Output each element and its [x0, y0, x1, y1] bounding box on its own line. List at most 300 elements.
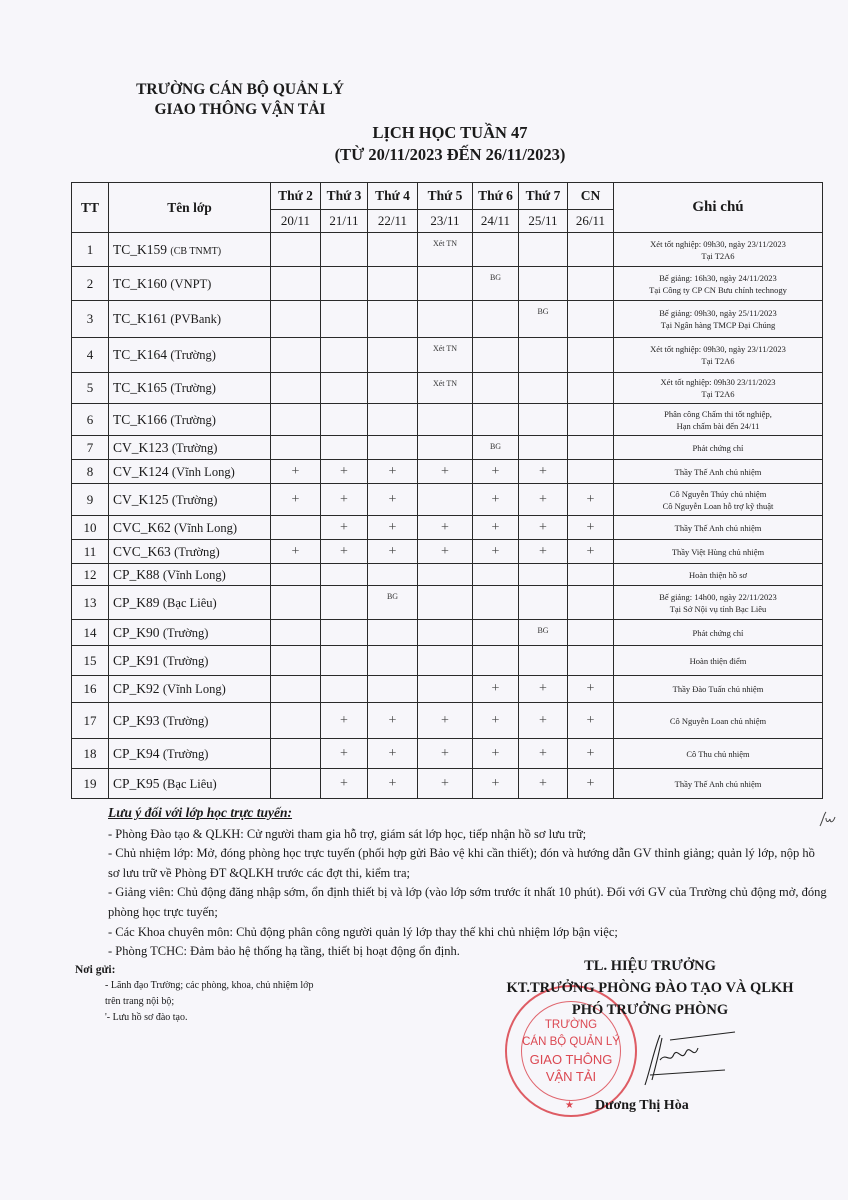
schedule-date-range: (TỪ 20/11/2023 ĐẾN 26/11/2023) — [334, 145, 566, 164]
schedule-cell: + — [473, 703, 519, 739]
class-code: CVC_K63 — [113, 543, 171, 559]
note-line: Cô Nguyễn Loan hỗ trợ kỹ thuật — [662, 500, 774, 511]
class-code: TC_K161 — [113, 311, 167, 326]
schedule-cell — [321, 586, 368, 620]
class-code: CV_K123 — [113, 439, 169, 455]
class-location: (Trường) — [170, 412, 216, 427]
schedule-cell: + — [418, 460, 473, 484]
schedule-cell: + — [519, 484, 568, 516]
class-name — [109, 739, 271, 769]
schedule-cell — [271, 739, 321, 769]
note-line: Thầy Thế Anh chủ nhiệm — [674, 778, 762, 789]
col-header-date: 25/11 — [519, 210, 568, 233]
note-line: Phát chứng chỉ — [692, 442, 744, 453]
col-header-day: CN — [568, 183, 614, 210]
class-name — [109, 703, 271, 739]
schedule-cell: + — [473, 540, 519, 564]
col-header-date: 21/11 — [321, 210, 368, 233]
note-line: Hạn chấm bài đến 24/11 — [676, 420, 760, 431]
schedule-cell: + — [368, 540, 418, 564]
row-note — [614, 620, 823, 646]
class-code: CP_K95 — [113, 775, 160, 791]
row-note — [614, 646, 823, 676]
schedule-cell — [568, 373, 614, 404]
schedule-cell: + — [568, 516, 614, 540]
table-row — [72, 646, 823, 676]
row-number: 17 — [72, 703, 109, 739]
schedule-cell: + — [368, 703, 418, 739]
document-title — [290, 122, 610, 166]
schedule-cell — [271, 338, 321, 373]
class-code: TC_K164 — [113, 347, 167, 362]
schedule-cell — [271, 436, 321, 460]
row-number: 3 — [72, 301, 109, 338]
stamp-text: VẬN TẢI — [545, 1069, 597, 1084]
row-note — [614, 540, 823, 564]
class-code: CP_K94 — [113, 745, 160, 761]
schedule-cell — [568, 338, 614, 373]
row-note — [614, 338, 823, 373]
school-name-line2: GIAO THÔNG VẬN TẢI — [154, 101, 326, 118]
schedule-cell — [321, 676, 368, 703]
table-row — [72, 233, 823, 267]
note-line: Hoàn thiện điểm — [689, 655, 747, 666]
note-line: Tại Sở Nội vụ tỉnh Bạc Liêu — [669, 603, 767, 614]
note-line: Xét tốt nghiệp: 09h30, ngày 23/11/2023 — [650, 344, 786, 354]
class-code: CV_K124 — [113, 463, 169, 479]
row-number: 8 — [72, 460, 109, 484]
schedule-cell — [368, 267, 418, 301]
class-name — [109, 338, 271, 373]
note-line: Hoàn thiện hồ sơ — [688, 569, 748, 580]
stamp-text: CÁN BỘ QUẢN LÝ — [522, 1036, 620, 1048]
class-name — [109, 620, 271, 646]
row-number: 1 — [72, 233, 109, 267]
schedule-cell: + — [568, 540, 614, 564]
schedule-cell — [368, 564, 418, 586]
class-code: TC_K165 — [113, 380, 167, 395]
class-location: (Trường) — [162, 625, 209, 640]
class-code: CP_K93 — [113, 712, 160, 728]
row-note — [614, 739, 823, 769]
schedule-cell — [368, 338, 418, 373]
row-note — [614, 373, 823, 404]
row-note — [614, 676, 823, 703]
schedule-cell — [368, 233, 418, 267]
schedule-cell — [368, 436, 418, 460]
schedule-cell — [473, 620, 519, 646]
schedule-cell — [271, 676, 321, 703]
table-row — [72, 404, 823, 436]
schedule-cell — [418, 301, 473, 338]
class-code: CP_K90 — [113, 624, 160, 640]
schedule-cell — [368, 404, 418, 436]
schedule-cell: + — [519, 540, 568, 564]
schedule-cell: + — [271, 460, 321, 484]
schedule-cell — [418, 586, 473, 620]
schedule-cell — [418, 620, 473, 646]
schedule-cell — [271, 646, 321, 676]
table-row — [72, 739, 823, 769]
signature-title-3: PHÓ TRƯỞNG PHÒNG — [571, 1002, 729, 1018]
schedule-cell — [321, 404, 368, 436]
col-header-class-name: Tên lớp — [109, 183, 271, 233]
schedule-cell: + — [271, 540, 321, 564]
schedule-cell: + — [321, 739, 368, 769]
schedule-cell: Xét TN — [418, 338, 473, 373]
schedule-cell — [368, 646, 418, 676]
schedule-cell — [568, 646, 614, 676]
col-header-day: Thứ 5 — [418, 183, 473, 210]
class-name — [109, 436, 271, 460]
col-header-day: Thứ 7 — [519, 183, 568, 210]
note-line: Thầy Thế Anh chủ nhiệm — [674, 522, 762, 533]
schedule-cell: BG — [368, 586, 418, 620]
schedule-cell — [519, 267, 568, 301]
col-header-day: Thứ 2 — [271, 183, 321, 210]
schedule-cell: + — [368, 460, 418, 484]
row-number: 11 — [72, 540, 109, 564]
schedule-cell — [473, 301, 519, 338]
class-name — [109, 404, 271, 436]
class-name — [109, 769, 271, 799]
schedule-cell — [568, 267, 614, 301]
schedule-cell: Xét TN — [418, 373, 473, 404]
class-location: (Trường) — [170, 348, 216, 362]
schedule-cell: + — [418, 739, 473, 769]
schedule-cell — [368, 301, 418, 338]
schedule-cell — [568, 233, 614, 267]
note-item: - Phòng Đào tạo & QLKH: Cử người tham gia hỗ trợ, giám sát lớp học, tiếp nhận hồ sơ lưu trữ; — [108, 826, 587, 841]
class-code: CP_K92 — [113, 681, 160, 696]
schedule-cell: + — [418, 540, 473, 564]
recipient-line: - Lãnh đạo Trường; các phòng, khoa, chủ nhiệm lớp — [105, 980, 314, 991]
row-number: 4 — [72, 338, 109, 373]
row-number: 7 — [72, 436, 109, 460]
class-code: CP_K88 — [113, 566, 160, 582]
schedule-cell: + — [568, 484, 614, 516]
online-class-notes — [108, 803, 828, 962]
schedule-cell — [418, 676, 473, 703]
row-number: 12 — [72, 564, 109, 586]
class-name — [109, 301, 271, 338]
schedule-table — [71, 182, 823, 799]
schedule-cell: + — [568, 703, 614, 739]
schedule-cell — [271, 620, 321, 646]
schedule-cell — [321, 620, 368, 646]
class-location: (Trường) — [174, 544, 220, 559]
schedule-cell — [271, 516, 321, 540]
schedule-cell — [568, 586, 614, 620]
schedule-cell: + — [418, 703, 473, 739]
note-line: Xét tốt nghiệp: 09h30 23/11/2023 — [660, 377, 776, 387]
schedule-cell: + — [368, 516, 418, 540]
class-location: (Trường) — [162, 653, 209, 668]
schedule-cell — [418, 646, 473, 676]
note-line: Xét tốt nghiệp: 09h30, ngày 23/11/2023 — [650, 238, 786, 249]
schedule-cell: + — [473, 460, 519, 484]
schedule-cell: + — [321, 516, 368, 540]
schedule-cell: Xét TN — [418, 233, 473, 267]
school-name — [110, 80, 370, 120]
row-note — [614, 564, 823, 586]
table-row — [72, 540, 823, 564]
class-location: (Vĩnh Long) — [162, 682, 226, 696]
table-row — [72, 436, 823, 460]
class-name — [109, 484, 271, 516]
class-code: TC_K160 — [113, 275, 167, 291]
col-header-tt: TT — [72, 183, 109, 233]
schedule-cell: + — [568, 769, 614, 799]
row-note — [614, 436, 823, 460]
col-header-day: Thứ 3 — [321, 183, 368, 210]
row-note — [614, 586, 823, 620]
col-header-date: 24/11 — [473, 210, 519, 233]
schedule-cell: + — [321, 540, 368, 564]
schedule-cell — [368, 373, 418, 404]
schedule-cell — [473, 373, 519, 404]
schedule-cell — [473, 564, 519, 586]
schedule-cell — [519, 646, 568, 676]
row-note — [614, 404, 823, 436]
schedule-cell — [321, 233, 368, 267]
schedule-cell — [271, 564, 321, 586]
schedule-cell — [321, 301, 368, 338]
class-name — [109, 460, 271, 484]
row-number: 16 — [72, 676, 109, 703]
school-name-line1: TRƯỜNG CÁN BỘ QUẢN LÝ — [136, 81, 344, 98]
schedule-cell — [568, 620, 614, 646]
class-location: (Trường) — [171, 440, 218, 455]
schedule-cell — [473, 233, 519, 267]
schedule-cell — [368, 620, 418, 646]
recipients-block — [75, 962, 313, 1026]
table-row — [72, 676, 823, 703]
schedule-cell: + — [271, 484, 321, 516]
schedule-cell — [321, 564, 368, 586]
schedule-cell — [519, 338, 568, 373]
schedule-cell — [271, 301, 321, 338]
row-number: 18 — [72, 739, 109, 769]
note-item: - Các Khoa chuyên môn: Chủ động phân công người quản lý lớp thay thế khi chủ nhiệm lớp bận việc; — [108, 924, 618, 939]
row-note — [614, 460, 823, 484]
schedule-cell: + — [473, 516, 519, 540]
schedule-cell: + — [368, 769, 418, 799]
schedule-cell — [568, 460, 614, 484]
schedule-cell — [473, 338, 519, 373]
note-line: Tại T2A6 — [701, 389, 735, 399]
col-header-date: 23/11 — [418, 210, 473, 233]
schedule-cell — [271, 769, 321, 799]
class-location: (PVBank) — [170, 312, 222, 326]
schedule-cell: + — [368, 484, 418, 516]
note-line: Bế giảng: 14h00, ngày 22/11/2023 — [659, 591, 777, 602]
schedule-cell — [418, 404, 473, 436]
class-name — [109, 516, 271, 540]
schedule-cell: + — [519, 769, 568, 799]
signature-block — [480, 955, 820, 1021]
schedule-cell — [271, 703, 321, 739]
schedule-cell — [321, 373, 368, 404]
note-line: Phát chứng chỉ — [692, 627, 744, 638]
table-row — [72, 516, 823, 540]
row-number: 9 — [72, 484, 109, 516]
schedule-cell — [519, 564, 568, 586]
schedule-cell: + — [568, 676, 614, 703]
schedule-cell: BG — [519, 301, 568, 338]
schedule-cell — [519, 233, 568, 267]
schedule-cell — [321, 646, 368, 676]
schedule-cell — [271, 267, 321, 301]
row-note — [614, 267, 823, 301]
row-note — [614, 769, 823, 799]
schedule-cell — [418, 564, 473, 586]
col-header-day: Thứ 4 — [368, 183, 418, 210]
stamp-text: GIAO THÔNG — [529, 1052, 613, 1067]
table-row — [72, 620, 823, 646]
row-note — [614, 516, 823, 540]
class-location: (CB TNMT) — [170, 245, 222, 257]
row-number: 2 — [72, 267, 109, 301]
schedule-cell — [519, 404, 568, 436]
note-line: Thầy Việt Hùng chủ nhiệm — [671, 546, 765, 557]
table-row — [72, 586, 823, 620]
note-item: - Phòng TCHC: Đảm bảo hệ thống hạ tầng, thiết bị hoạt động ổn định. — [108, 944, 460, 959]
signature-title-2: KT.TRƯỞNG PHÒNG ĐÀO TẠO VÀ QLKH — [506, 980, 794, 996]
schedule-cell — [321, 436, 368, 460]
table-row — [72, 338, 823, 373]
stamp-text: TRƯỜNG — [544, 1019, 598, 1031]
signature-title-1: TL. HIỆU TRƯỞNG — [584, 958, 716, 974]
note-line: Tại Công ty CP CN Bưu chính technogy — [649, 284, 787, 295]
schedule-cell — [519, 373, 568, 404]
recipients-label: Nơi gửi: — [75, 964, 116, 976]
note-line: Thầy Thế Anh chủ nhiệm — [674, 466, 762, 477]
col-header-date: 20/11 — [271, 210, 321, 233]
schedule-body — [72, 233, 823, 799]
schedule-cell — [271, 586, 321, 620]
row-number: 14 — [72, 620, 109, 646]
class-name — [109, 586, 271, 620]
header-row-days — [72, 183, 823, 210]
schedule-cell — [321, 338, 368, 373]
schedule-cell: + — [321, 460, 368, 484]
schedule-cell — [568, 301, 614, 338]
row-note — [614, 703, 823, 739]
class-location: (Vĩnh Long) — [162, 567, 226, 582]
schedule-cell — [418, 267, 473, 301]
schedule-cell: BG — [473, 267, 519, 301]
class-location: (Trường) — [162, 746, 209, 761]
schedule-cell — [271, 373, 321, 404]
row-note — [614, 233, 823, 267]
class-name — [109, 373, 271, 404]
note-line: Thầy Đào Tuấn chủ nhiệm — [672, 684, 764, 694]
recipient-line: '- Lưu hồ sơ đào tạo. — [105, 1012, 188, 1023]
table-row — [72, 373, 823, 404]
schedule-cell — [368, 676, 418, 703]
schedule-cell — [519, 586, 568, 620]
note-line: Tại T2A6 — [701, 356, 735, 366]
class-name — [109, 646, 271, 676]
note-line: Bế giảng: 09h30, ngày 25/11/2023 — [659, 308, 777, 318]
schedule-cell: + — [321, 769, 368, 799]
schedule-cell — [473, 586, 519, 620]
class-code: CP_K91 — [113, 652, 160, 668]
class-name — [109, 676, 271, 703]
note-line: Bế giảng: 16h30, ngày 24/11/2023 — [659, 272, 777, 283]
class-name — [109, 267, 271, 301]
schedule-cell: + — [519, 516, 568, 540]
class-code: TC_K166 — [113, 411, 167, 427]
col-header-date: 26/11 — [568, 210, 614, 233]
schedule-cell — [271, 404, 321, 436]
schedule-cell: + — [418, 769, 473, 799]
schedule-cell: + — [321, 484, 368, 516]
class-location: (Bạc Liêu) — [162, 595, 217, 610]
schedule-cell: + — [368, 739, 418, 769]
class-code: CP_K89 — [113, 594, 160, 610]
row-number: 13 — [72, 586, 109, 620]
row-number: 10 — [72, 516, 109, 540]
schedule-cell — [418, 436, 473, 460]
schedule-title: LỊCH HỌC TUẦN 47 — [372, 123, 528, 142]
class-location: (Trường) — [170, 381, 216, 395]
table-row — [72, 769, 823, 799]
star-icon: ★ — [565, 1100, 574, 1111]
signer-name: Dương Thị Hòa — [595, 1098, 689, 1113]
col-header-date: 22/11 — [368, 210, 418, 233]
schedule-cell: + — [321, 703, 368, 739]
row-number: 19 — [72, 769, 109, 799]
table-row — [72, 564, 823, 586]
note-line: Phân công Chấm thi tốt nghiệp, — [664, 408, 772, 419]
schedule-cell: + — [473, 484, 519, 516]
col-header-notes: Ghi chú — [614, 183, 823, 233]
schedule-cell — [321, 267, 368, 301]
note-item: - Giảng viên: Chủ động đăng nhập sớm, ổn định thiết bị và lớp (vào lớp sớm trước ít nhất 10 phút). Đối với GV của Trường chủ động mở, đóng phòng học trực tuyến; — [108, 885, 827, 919]
handwritten-signature — [640, 1030, 740, 1095]
schedule-cell — [473, 404, 519, 436]
note-item: - Chủ nhiệm lớp: Mở, đóng phòng học trực tuyến (phối hợp gửi Bảo vệ khi cần thiết); đón và hướng dẫn GV thỉnh giảng; quản lý lớp, nộp hồ sơ lưu trữ về Phòng ĐT &QLKH trước các đợt thi, kiểm tra; — [108, 846, 815, 880]
note-line: Tại Ngân hàng TMCP Đại Chúng — [660, 320, 776, 330]
class-location: (Trường) — [171, 492, 218, 507]
class-location: (Vĩnh Long) — [171, 464, 235, 479]
table-row — [72, 460, 823, 484]
row-note — [614, 301, 823, 338]
note-line: Cô Thu chủ nhiệm — [686, 748, 750, 759]
schedule-cell — [568, 564, 614, 586]
class-location: (Bạc Liêu) — [162, 776, 217, 791]
notes-heading: Lưu ý đối với lớp học trực tuyến: — [108, 805, 293, 820]
schedule-cell: + — [473, 676, 519, 703]
class-code: TC_K159 — [113, 241, 167, 257]
class-name — [109, 233, 271, 267]
schedule-cell — [473, 646, 519, 676]
row-note — [614, 484, 823, 516]
class-location: (Trường) — [162, 713, 209, 728]
class-code: CV_K125 — [113, 491, 169, 507]
schedule-cell — [568, 404, 614, 436]
schedule-cell: + — [418, 516, 473, 540]
row-number: 6 — [72, 404, 109, 436]
class-name — [109, 540, 271, 564]
schedule-cell: BG — [473, 436, 519, 460]
class-location: (VNPT) — [170, 276, 212, 291]
schedule-cell: + — [473, 739, 519, 769]
row-number: 15 — [72, 646, 109, 676]
class-code: CVC_K62 — [113, 519, 171, 535]
